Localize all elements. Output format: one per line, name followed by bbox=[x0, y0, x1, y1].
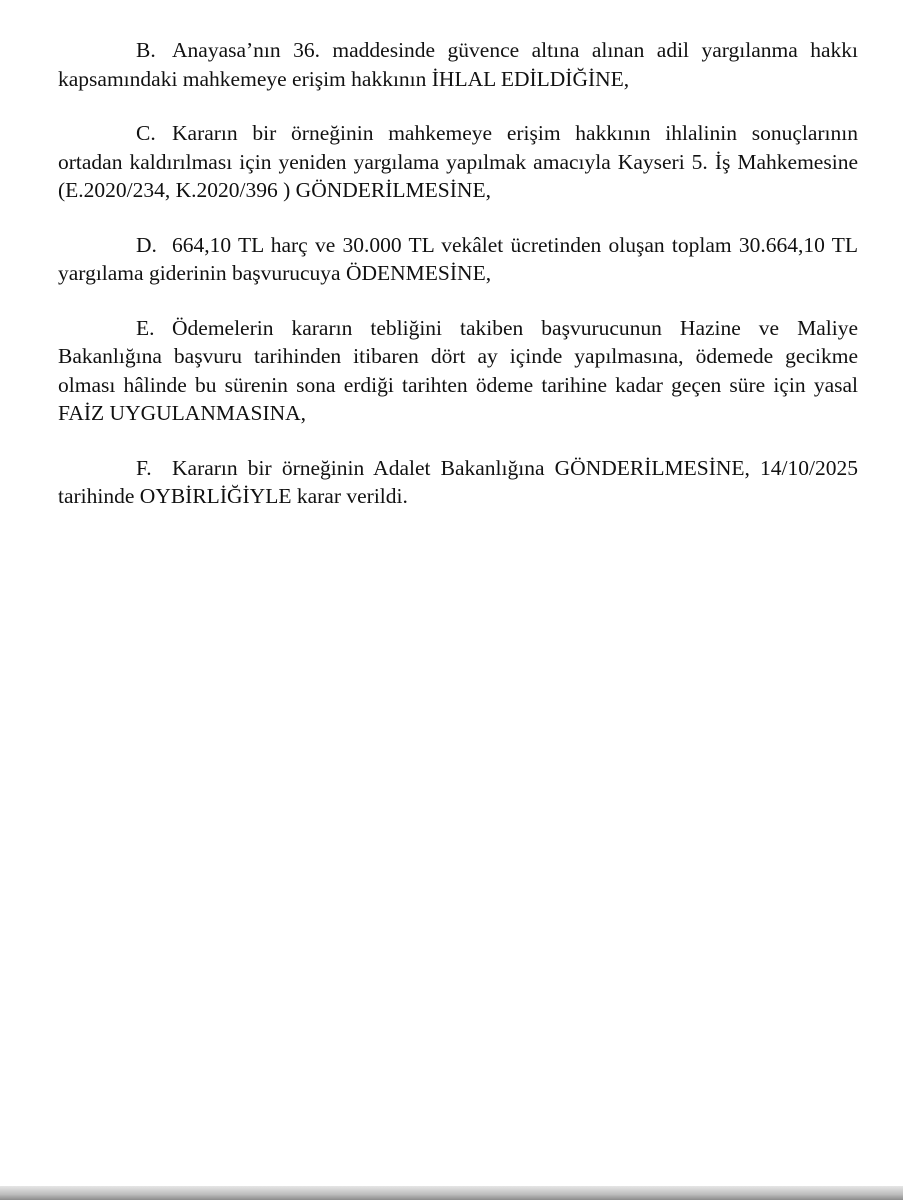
paragraph-letter: B. bbox=[136, 38, 156, 62]
paragraph-text: Kararın bir örneğinin Adalet Bakanlığına GÖNDERİLMESİNE, 14/10/2025 tarihinde OYBİRLİĞİYLE karar verildi. bbox=[58, 455, 858, 508]
paragraph-f bbox=[58, 454, 858, 511]
paragraph-b bbox=[58, 36, 858, 93]
decision-text bbox=[58, 36, 858, 537]
page-bottom-edge bbox=[0, 1186, 903, 1200]
paragraph-d bbox=[58, 231, 858, 288]
paragraph-letter: E. bbox=[136, 315, 155, 340]
paragraph-text: Anayasa’nın 36. maddesinde güvence altına alınan adil yargılanma hakkı kapsamındaki mahkemeye erişim hakkının İHLAL EDİLDİĞİNE, bbox=[58, 38, 858, 91]
paragraph-c bbox=[58, 119, 858, 205]
paragraph-e bbox=[58, 314, 858, 428]
paragraph-letter: F. bbox=[136, 455, 152, 480]
paragraph-letter: D. bbox=[136, 232, 157, 257]
paragraph-text: Kararın bir örneğinin mahkemeye erişim hakkının ihlalinin sonuçlarının ortadan kaldırılması için yeniden yargılama yapılmak amacıyla Kayseri 5. İş Mahkemesine (E.2020/234, K.2020/396 ) GÖNDERİLMESİNE, bbox=[58, 121, 858, 202]
paragraph-text: Ödemelerin kararın tebliğini takiben başvurucunun Hazine ve Maliye Bakanlığına başvuru tarihinden itibaren dört ay içinde yapılmasına, ödemede gecikme olması hâlinde bu sürenin sona erdiği tarihten ödeme tarihine kadar geçen süre için yasal FAİZ UYGULANMASINA, bbox=[58, 315, 858, 425]
paragraph-text: 664,10 TL harç ve 30.000 TL vekâlet ücretinden oluşan toplam 30.664,10 TL yargılama giderinin başvurucuya ÖDENMESİNE, bbox=[58, 232, 858, 285]
paragraph-letter: C. bbox=[136, 121, 156, 145]
